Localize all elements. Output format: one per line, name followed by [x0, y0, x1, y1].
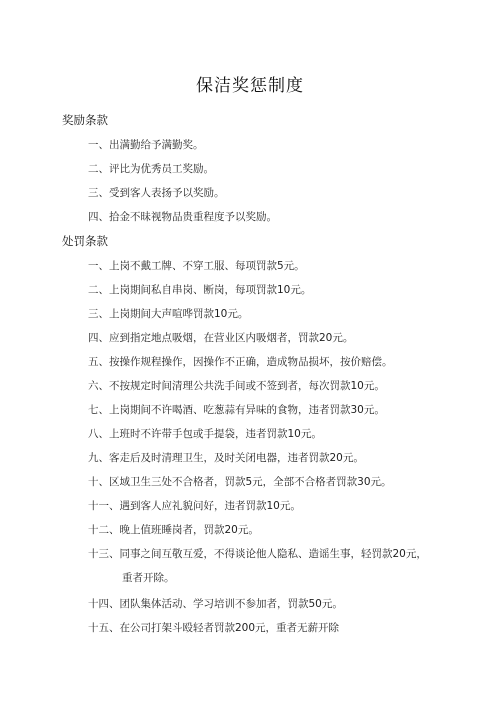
- penalty-clause: 一、上岗不戴工牌、不穿工服、每项罚款5元。: [88, 260, 305, 272]
- penalty-clause: 十、区域卫生三处不合格者，罚款5元，全部不合格者罚款30元。: [88, 476, 392, 488]
- document-title: 保洁奖惩制度: [196, 76, 304, 96]
- penalties-heading: 处罚条款: [62, 234, 108, 248]
- penalty-clause: 二、上岗期间私自串岗、断岗，每项罚款10元。: [88, 284, 312, 296]
- penalty-clause: 十四、团队集体活动、学习培训不参加者，罚款50元。: [88, 598, 343, 610]
- penalty-clause: 五、按操作规程操作，因操作不正确，造成物品损坏，按价赔偿。: [88, 356, 393, 368]
- reward-clause: 二、评比为优秀员工奖励。: [88, 163, 214, 175]
- reward-clause: 四、拾金不昧视物品贵重程度予以奖励。: [88, 211, 277, 223]
- penalty-clause: 三、上岗期间大声喧哗罚款10元。: [88, 308, 249, 320]
- penalty-clause: 七、上岗期间不许喝酒、吃葱蒜有异味的食物，违者罚款30元。: [88, 404, 385, 416]
- penalty-clause: 四、应到指定地点吸烟，在营业区内吸烟者，罚款20元。: [88, 332, 354, 344]
- rewards-heading: 奖励条款: [62, 113, 108, 127]
- reward-clause: 三、受到客人表扬予以奖励。: [88, 187, 225, 199]
- penalty-clause: 十二、晚上值班睡岗者，罚款20元。: [88, 524, 259, 536]
- penalty-clause: 九、客走后及时清理卫生，及时关闭电器，违者罚款20元。: [88, 452, 364, 464]
- penalty-clause: 十一、遇到客人应礼貌问好，违者罚款10元。: [88, 500, 301, 512]
- penalty-clause: 十五、在公司打架斗殴轻者罚款200元，重者无薪开除: [88, 622, 340, 634]
- penalty-clause: 十三、同事之间互敬互爱，不得谈论他人隐私、造谣生事，轻罚款20元，: [88, 548, 427, 560]
- penalty-clause-continuation: 重者开除。: [122, 572, 175, 584]
- penalty-clause: 八、上班时不许带手包或手提袋，违者罚款10元。: [88, 428, 322, 440]
- reward-clause: 一、出满勤给予满勤奖。: [88, 139, 204, 151]
- penalty-clause: 六、不按规定时间清理公共洗手间或不签到者，每次罚款10元。: [88, 380, 385, 392]
